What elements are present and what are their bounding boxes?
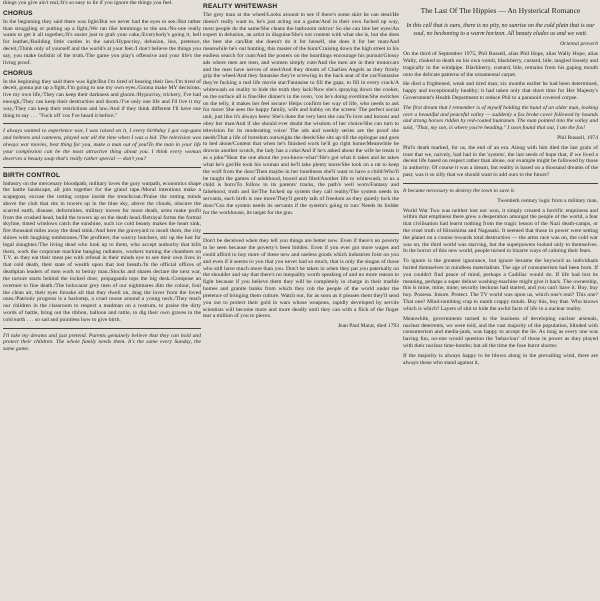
epigraph-verse: In this cell that is ours, there is no pity, no sunrise on the cold plain that is our soul, no beckoning to a warm horizon. All beauty eludes us and we wait. (406, 23, 595, 37)
essay-paragraph-1: On the third of September 1975, Phil Russell, alias Phil Hope, alias Wally Hope, alias Wally, choked to death on his own vomit, blackberry, custard, bile, tangled loosely and tragically in the windpipe. Blackberry, custard, bile, remains from his gaping mouth onto the delicate patterns of the ornamental carpet. (403, 51, 598, 78)
divider-2 (3, 167, 201, 168)
epigraph-attribution: Oriental proverb (560, 41, 598, 48)
essay-quote: The first dream that I remember is of myself holding the hand of an older man, looking over a beautiful and peaceful valley — suddenly a fox broke cover followed by hounds and strong horses ridden by red-coated huntsmen. The man pointed into the valley and said, "That, my son, is where you're heading." I soon found that out, I am the fox! (403, 104, 598, 132)
spacer (203, 219, 399, 229)
divider-middle (203, 233, 399, 234)
essay-title: The Last Of The Hippies — An Hysterical Romance (420, 6, 581, 15)
song-title-reality-whitewash: REALITY WHITEWASH (203, 3, 278, 10)
column-left (3, 0, 201, 601)
essay-quote-attribution: Phil Russell, 1974 (557, 135, 598, 141)
marat-passage: Don't be deceived when they tell you things are better now. Even if there's no poverty to be seen because the poverty's been hidden. Even if you ever got more wages and could afford to buy more of these new and useless goods which industries foist on you and even if it seems to you that you never had so much, that is only the slogan of those who still have much more than you. Don't be taken in when they pat you paternally on the shoulder and say that there's no inequality worth speaking of and no more reason to fight because if you believe them they will be completely in charge in their marble homes and granite banks from which they rob the people of the world under the pretence of bringing them culture. Watch out, for as soon as it pleases them they'll send you out to protect their gold in wars whose weapons, rapidly developed by servile scientists will become more and more deadly until they can with a flick of the finger tear a million of you to pieces. (203, 238, 399, 320)
closing-quote: I'll take my dreams and just pretend. Parents genuinely believe that they can hold and protect their children. The whole family needs them. It's the same every Sunday, the same game. (3, 332, 201, 353)
chorus-heading-2: CHORUS (3, 69, 33, 77)
interlude-quote: I always wanted to experience war, I was raised on it, I every birthday I got cap-guns and helmets and canteens, played war all the time when I was a kid. The television was always war movies, best thing for you, make a man out of you!To the man in your life your complexion can be the most attractive thing about you. I think every woman deserves a beauty soap that's really rather special — don't you? (3, 128, 201, 162)
birth-control-lyrics: Industry on the mercenary bloodpath, military loves the gory warpath, economics shape the battle landscape, all join together for the grand rape./Moral intentions make a scapegoat, excuse the rotting corpse inside the trenchcoat./Praise the rotting minds above the club that sits in towers up in the blue sky, above the clouds, obscure the scarred earth, disease, deformities, military moves for more death, arms make profit from the crushed head, build the towers up on the death head./Betrayal forms the formal skyline, tinted windows catch the sunshine, such ice cold beauty makes the heart sink, fire thousand miles away the dead stink./And here the graveyard to insult them, the city shines with laughing tombstones./The profiteer, the warcry butchers, stir up the lust for legal slaughter./The living dead who look up to them, who accept authority that kills them, work the corporate machine banging radiators, workers turning the chambers on T.V. as they eat their meat pie with refusal in their minds eye to see their own lives in that cold death, their state of wealth upon that lost breath./In the official offices of deathplan leaders of men work to betray man./Stocks and shares declare the next war, the torture starts behind the locked door, propaganda tops the big desk./Compose an overture to fine death./The holocaust grey men of our nightmares dim the colour, foul the clean air, their eyes forsake all that they dwell on, drag the lover from the loved ones./Patriotic progress is a backstep, a cruel noose around a young neck./They teach our children in the classroom to respect a madman on a rostrum, to praise the dirty words of battle, bring out the ribbon, balloon and rattle, to dig their own graves in the cold earth . . . so sad and pointless how to give birth. (3, 180, 201, 323)
verse-text: In the beginning they said there was light/But we never had the eyes to see./But rather than struggling or putting up a fight,/We ran like lemmings to the sea./No-one really wants to get it all together,/It's easier just to grab your cake,/Everybody's going it, hell for leather,/Building little castles in the sand./Hypocrisy, delusion, lies, pretence, deceit,/Think only of yourself and the world's at your feet./I don't believe the things you say, you make bullshit of the truth./The game you play's offensive and your life's the living proof. (3, 18, 201, 66)
verse-text-2: In the beginning they said there was light/But I'm tired of hearing their lies./I'm tired of deceit, gonna put up a fight,/I'm going to use my own eyes./Gonna make MY decisions, live my own life,/They can keep their darkness and gloom./Hypocrisy, trickery, I've had enough,/They can keep their destruction and doom./I've only one life and I'll live it my way,/They can keep their restrictions and law./And if they think different I'll have one thing to say . . . "Fuck off 'cos I've heard it before." (3, 78, 201, 119)
essay-quote-2: It became necessary to destroy the town to save it. (403, 187, 516, 194)
song-intro-text: things you give ain't real,/It's so easy to lie if you ignore the things you feel. (3, 0, 173, 6)
essay-paragraph-6: Meanwhile, governments turned to the business of developing nuclear arsenals, nuclear deterrents, we were told, and the vast majority of the population, blinded with consumerism and media-junk, was happy to accept the lie. As long as every one was having fun, no-one would question the 'behaviour' of those in power as they played with their nuclear time-bombs; but all the time the fuse burnt shorter. (403, 315, 598, 349)
divider-right (403, 183, 598, 184)
essay-paragraph-5: To ignore is the greatest ignorance, but ignore became the keyword as individuals buried themselves in mindless materialism. The age of consumerism had been born. If you couldn't find peace of mind, perhaps a Cadillac would do. If life had lost its meaning, perhaps a super deluxe washing-machine might give it back. The ownership, this is mine, mine, mine; security beckons had started, and you can't have it. Buy, buy buy. Possess. Insure. Protect. The TV world was upon us, which one's real? This one? That one? Mind-numbing crap to numb crappy minds. Buy this, buy that. Who knows which is which? Layers of shit to hide the awful facts of life in a nuclear reality. (403, 258, 598, 312)
essay-quote-2-attribution: Twentieth century logic from a military man. (497, 197, 598, 204)
divider-3 (3, 328, 201, 329)
divider (3, 123, 201, 124)
column-middle (203, 0, 399, 601)
essay-paragraph-7: If the majority is always happy to be blown along in the prevailing wind, there are always those who stand against it, (403, 352, 598, 366)
essay-paragraph-2: He died a frightened, weak and tired man; six months earlier he had been determined, happy and exceptionally healthy; it had taken only that short time for Her Majesty's Government's Health Department to reduce Phil to a paranoid covered corpse. (403, 81, 598, 101)
chorus-heading: CHORUS (3, 9, 33, 17)
essay-paragraph-3: Phil's death marked, for us, the end of an era. Along with him died the last grain of trust that we, naively, had had in the 'system', the last seeds of hope that, if we lived a decent life based on respect rather than abuse, our example might be followed by those in authority. Of course it was a dream, but reality is based on a thousand dreams of the past; was it so silly that we should want to add ours to the future? (403, 144, 598, 179)
column-right (403, 0, 598, 601)
reality-whitewash-lyrics: The grey man at the wheel/Looks around to see if there's some skirt he can steal/He doesn't really want to, he's just acting out a game/And in their own fucked up way, most people do the same/She cleans the bathroom mirror/ So she can line her eyes/An expert in delusion, an artist in disguise/She's not content with what she is, but she does the best she can/But she doesn't do it for herself, she does it for her man/And meanwhile he's out hunting, this master of the hunt/Cruising down the high street in his endless search for cunt/And the posters on the hoardings encourage his pursuit/Glossy ads where men are men, and women simply cute/And the men are in their motorcars and the men have nerves of steel/And they dream of Charlies Angels as they firmly grip the wheel/And they fantasise they're screwing in the back seat of the car/Fantasise they're fucking a real life movie star/Fantasise to fill the gaps, to fill in every crack/A whitewash on reality to hide the truth they lack/Now she's spraying down the cooker, on the surface all is fine/Her dinner's in the oven, 'cos he's doing overtime/She switches on the telly, it makes her feel secure/ Helps confirm her way of life, who needs to ask for more/ She sees the happy family, wife and hubby on the screen/ The perfect social unit, just like it's always been/ She's done the very best she can/To love and honour and obey her man/And if she should ever doubt the wisdom of her choice/She can turn to television for its moderating voice/ The ads and weekly series are the proof she needs/That a life of boredom outweighs the deeds/She sits up till the epilogue and goes to bed alone/Content that when he's finished work he'll go right home/Meanwhile he drowns another scotch, the lady has a coke/And if he's asked about the wife he treats it as a joke/"Hear the one about the you-know-what"/He's got what it takes and he takes what he's got/He took his woman and he'll take plenty more/She took on a rat to keep the wolf from the door/Then maybe in her loneliness she'll want to have a child/Who'll be taught the games of adulthood, boxed and filed/Another life to whitewash, to us a child is born/To follow in its parents' tracks, the path's well worn/Fantasy and falsehood, truth and lie/The fucked up system they call reality/The system needs its servants, each birth is one more/They'll gently talk of freedom as they quietly lock the door/'Cos the system needs its servants if the system's going to run/ Needs its fodder for the workhouse, its target for the gun. (203, 12, 399, 216)
marat-attribution: Jean Paul Marat, died 1793 (337, 323, 399, 330)
song-title-birth-control: BIRTH CONTROL (3, 171, 61, 179)
essay-paragraph-4: World War Two was neither lost nor won, it simply created a horrific emptiness and within that emptiness there grew a desperation amongst the people of the world, a fear that civilisation had learnt nothing from the tragic lesson of the Nazi death-camps, or the cruel truth of Hiroshima and Nagasaki. It seemed that those in power were setting the planet on a course towards total destruction — the arms race was on, the cold war was on, the third world was starving, but the superpowers looked only to themselves. In the horror of this new world, people turned to bizarre ways of calming their fears. (403, 207, 598, 255)
